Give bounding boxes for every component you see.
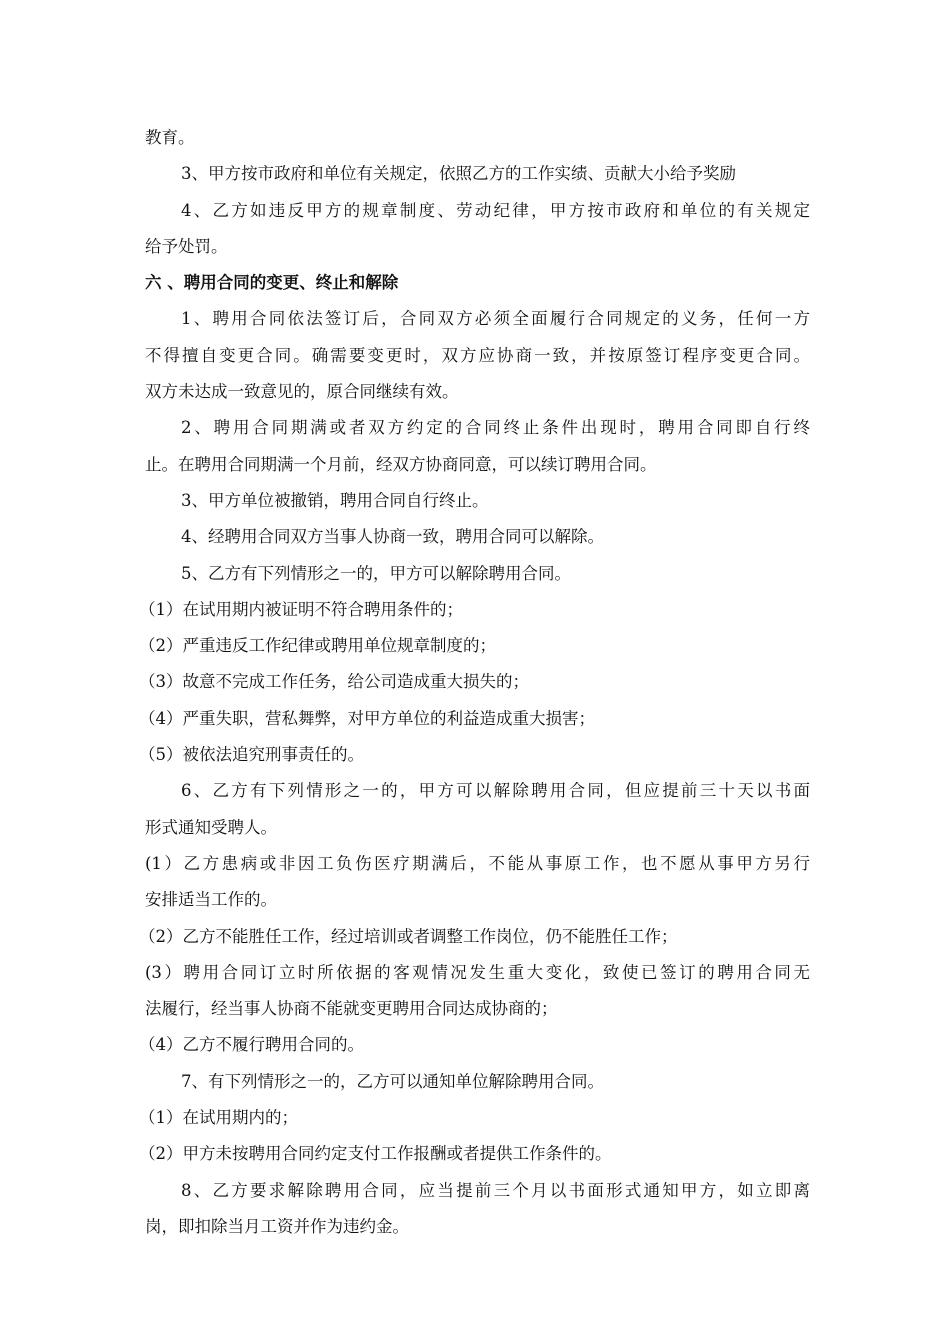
- clause-8-resignation: 8、乙方要求解除聘用合同，应当提前三个月以书面形式通知甲方，如立即离: [181, 1180, 810, 1200]
- clause-3-reward: 3、甲方按市政府和单位有关规定，依照乙方的工作实绩、贡献大小给予奖励: [181, 164, 736, 184]
- paragraph-line: 止。在聘用合同期满一个月前，经双方协商同意，可以续订聘用合同。: [145, 454, 657, 474]
- section-heading-6: 六 、聘用合同的变更、终止和解除: [145, 273, 399, 293]
- clause-1-amendment: 1、聘用合同依法签订后，合同双方必须全面履行合同规定的义务，任何一方: [181, 309, 810, 329]
- list-item: （4）乙方不履行聘用合同的。: [139, 1035, 364, 1055]
- list-item: （1）在试用期内被证明不符合聘用条件的；: [139, 599, 463, 619]
- list-item: (3）聘用合同订立时所依据的客观情况发生重大变化，致使已签订的聘用合同无: [145, 962, 810, 982]
- paragraph-line: 不得擅自变更合同。确需要变更时，双方应协商一致，并按原签订程序变更合同。: [145, 345, 810, 365]
- clause-5-termination: 5、乙方有下列情形之一的，甲方可以解除聘用合同。: [181, 563, 571, 583]
- paragraph-line: 岗，即扣除当月工资并作为违约金。: [145, 1216, 409, 1236]
- list-item: （1）在试用期内的；: [139, 1108, 298, 1128]
- paragraph-line: 教育。: [145, 128, 195, 147]
- paragraph-line: 双方未达成一致意见的，原合同继续有效。: [145, 382, 459, 402]
- paragraph-line: 形式通知受聘人。: [145, 817, 277, 837]
- document-body: [139, 120, 810, 1245]
- list-item: （5）被依法追究刑事责任的。: [139, 745, 364, 765]
- clause-6-notice: 6、乙方有下列情形之一的，甲方可以解除聘用合同，但应提前三十天以书面: [181, 781, 810, 801]
- clause-3-revoked: 3、甲方单位被撤销，聘用合同自行终止。: [181, 490, 489, 510]
- paragraph-line: 法履行，经当事人协商不能就变更聘用合同达成协商的；: [145, 999, 558, 1019]
- paragraph-line: 给予处罚。: [145, 236, 228, 256]
- clause-2-expiry: 2、聘用合同期满或者双方约定的合同终止条件出现时，聘用合同即自行终: [181, 418, 810, 438]
- list-item: （4）严重失职，营私舞弊，对甲方单位的利益造成重大损害；: [139, 708, 595, 728]
- list-item: （3）故意不完成工作任务，给公司造成重大损失的；: [139, 672, 529, 692]
- clause-7-employee-right: 7、有下列情形之一的，乙方可以通知单位解除聘用合同。: [181, 1071, 604, 1091]
- list-item: （2）严重违反工作纪律或聘用单位规章制度的；: [139, 636, 496, 656]
- list-item: （2）乙方不能胜任工作，经过培训或者调整工作岗位，仍不能胜任工作；: [139, 926, 678, 946]
- clause-4-mutual: 4、经聘用合同双方当事人协商一致，聘用合同可以解除。: [181, 527, 604, 547]
- list-item: (1）乙方患病或非因工负伤医疗期满后，不能从事原工作，也不愿从事甲方另行: [145, 853, 810, 873]
- list-item: （2）甲方未按聘用合同约定支付工作报酬或者提供工作条件的。: [139, 1144, 612, 1164]
- paragraph-line: 安排适当工作的。: [145, 890, 277, 910]
- clause-4-penalty: 4、乙方如违反甲方的规章制度、劳动纪律，甲方按市政府和单位的有关规定: [181, 200, 810, 220]
